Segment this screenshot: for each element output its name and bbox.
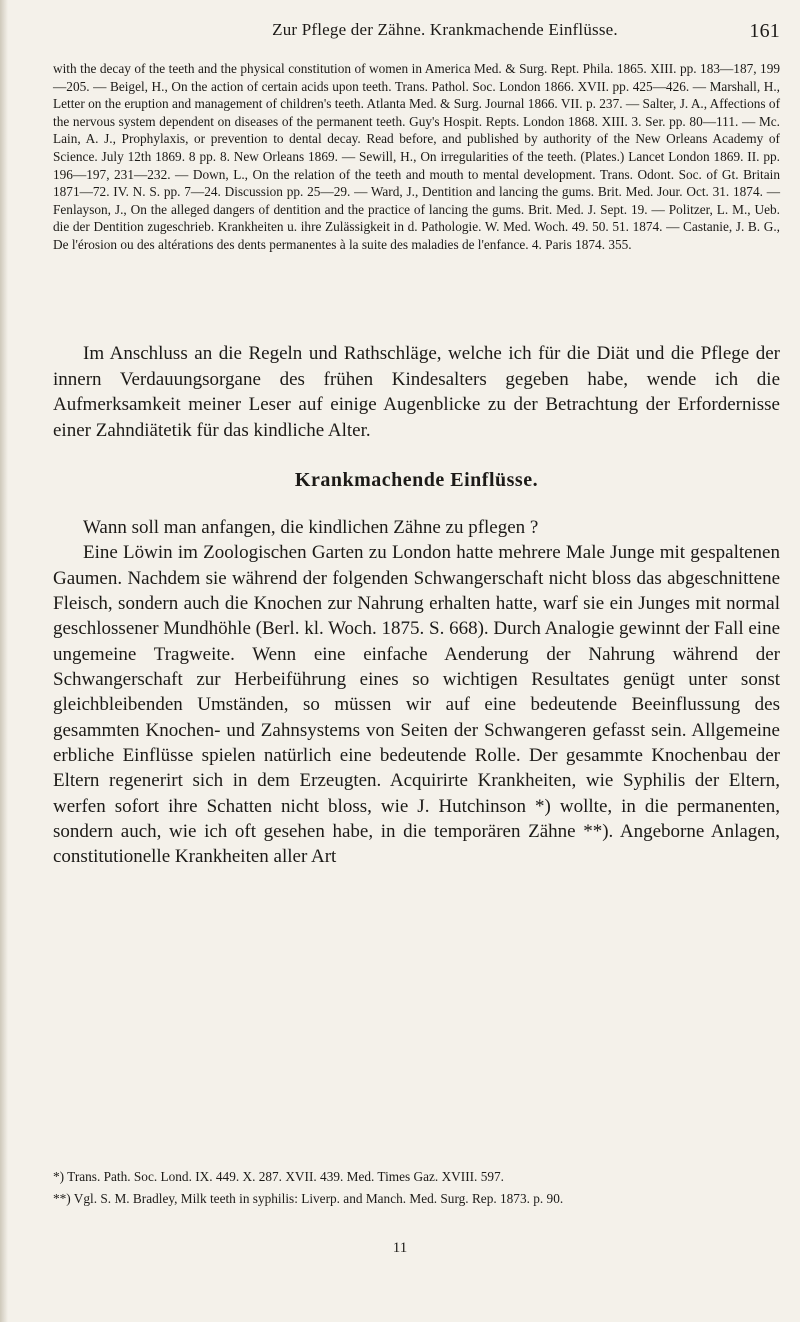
section-heading: Krankmachende Einflüsse. [294,469,539,491]
main-text [53,515,780,870]
page-number: 161 [749,20,780,42]
intro-paragraph: Im Anschluss an die Regeln und Rathschläge, welche ich für die Diät und die Pflege der innern Verdauungsorgane des frühen Kindesalters gegeben habe, wende ich die Aufmerksamkeit meiner Leser auf einige Augenblicke zu der Betrachtung der Erfordernisse einer Zahndiätetik für das kindliche Alter. [53,343,780,441]
signature-mark: 11 [392,1240,408,1256]
running-header [110,20,780,44]
footnote-2: **) Vgl. S. M. Bradley, Milk teeth in syphilis: Liverp. and Manch. Med. Surg. Rep. 1873. p. 90. [53,1190,564,1206]
paragraph-question: Wann soll man anfangen, die kindlichen Zähne zu pflegen ? [83,517,539,538]
running-title: Zur Pflege der Zähne. Krankmachende Einflüsse. [272,20,618,39]
intro-section [53,341,780,443]
bibliography-block [53,60,780,254]
footnote-1: *) Trans. Path. Soc. Lond. IX. 449. X. 287. XVII. 439. Med. Times Gaz. XVIII. 597. [53,1169,504,1184]
paragraph-body: Eine Löwin im Zoologischen Garten zu London hatte mehrere Male Junge mit gespaltenen Gaumen. Nachdem sie während der folgenden Schwangerschaft nicht bloss das abgeschnittene Fleisch, sondern auch die Knochen zur Nahrung erhalten hatte, warf sie ein Junges mit normal geschlossener Mundhöhle (Berl. kl. Woch. 1875. S. 668). Durch Analogie gewinnt der Fall eine ungemeine Tragweite. Wenn eine einfache Aenderung der Nahrung während der Schwangerschaft zur Herbeiführung eines so wichtigen Resultates genügt unter sonst gleichbleibenden Umständen, so müssen wir auf eine bedeutende Beeinflussung des gesammten Knochen- und Zahnsystems von Seiten der Schwangeren gefasst sein. Allgemeine erbliche Einflüsse spielen natürlich eine bedeutende Rolle. Der gesammte Knochenbau der Eltern regenerirt sich in dem Erzeugten. Acquirirte Krankheiten, wie Syphilis der Eltern, werfen sofort ihre Schatten nicht bloss, wie J. Hutchinson *) wollte, in die permanenten, sondern auch, wie ich oft gesehen habe, in die temporären Zähne **). Angeborne Anlagen, constitutionelle Krankheiten aller Art [53,542,780,868]
bibliography-text: with the decay of the teeth and the physical constitution of women in America Med. & Surg. Rept. Phila. 1865. XIII. pp. 183—187, 199—205. — Beigel, H., On the action of certain acids upon teeth. Trans. Pathol. Soc. London 1866. XVII. pp. 425—426. — Marshall, H., Letter on the eruption and management of children's teeth. Atlanta Med. & Surg. Journal 1866. VII. p. 237. — Salter, J. A., Affections of the nervous system dependent on diseases of the permanent teeth. Guy's Hospit. Repts. London 1868. XIII. 3. Ser. pp. 80—111. — Mc. Lain, A. J., Prophylaxis, or prevention to dental decay. Read before, and published by authority of the New Orleans Academy of Science. July 12th 1869. 8 pp. 8. New Orleans 1869. — Sewill, H., On irregularities of the teeth. (Plates.) Lancet London 1869. II. pp. 196—197, 231—232. — Down, L., On the relation of the teeth and mouth to mental development. Trans. Odont. Soc. of Gt. Britain 1871—72. IV. N. S. pp. 7—24. Discussion pp. 25—29. — Ward, J., Dentition and lancing the gums. Brit. Med. Jour. Oct. 31. 1874. — Fenlayson, J., On the alleged dangers of dentition and the practice of lancing the gums. Brit. Med. J. Sept. 19. — Politzer, L. M., Ueb. die der Dentition zugeschrieb. Krankheiten u. ihre Zulässigkeit in d. Pathologie. W. Med. Woch. 49. 50. 51. 1874. — Castanie, J. B. G., De l'érosion ou des altérations des dents permanentes à la suite des maladies de l'enfance. 4. Paris 1874. 355. [53,61,780,252]
page-edge-shadow [0,0,8,1322]
footnotes [53,1168,780,1211]
